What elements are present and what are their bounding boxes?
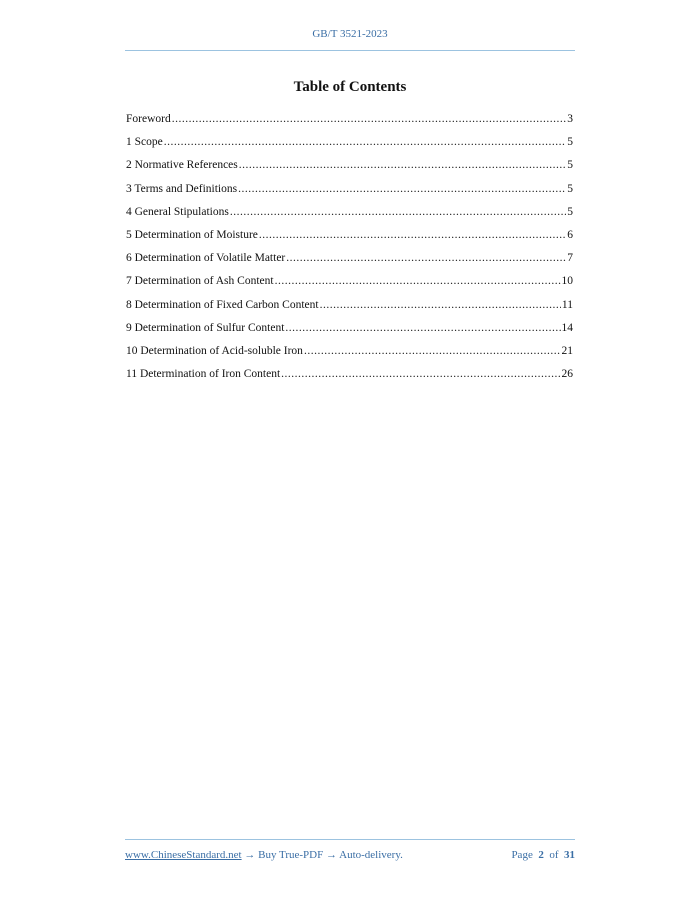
dot-leader — [285, 321, 560, 336]
dot-leader — [304, 344, 561, 359]
current-page: 2 — [538, 849, 544, 861]
toc-entry-label: 3 Terms and Definitions — [126, 182, 238, 195]
auto-delivery-text: Auto-delivery. — [339, 849, 403, 861]
dot-leader — [239, 158, 566, 173]
toc-entry-label: 6 Determination of Volatile Matter — [126, 252, 286, 265]
toc-entry-page: 5 — [567, 182, 573, 195]
dot-leader — [281, 367, 560, 382]
of-word: of — [549, 849, 559, 861]
toc-entry-label: 10 Determination of Acid-soluble Iron — [126, 344, 303, 357]
toc-entry-label: 7 Determination of Ash Content — [126, 275, 274, 288]
toc-entry-label: 1 Scope — [126, 136, 163, 149]
toc-entry-label: 9 Determination of Sulfur Content — [126, 321, 285, 334]
page-number — [511, 849, 575, 861]
toc-entry-label: 5 Determination of Moisture — [126, 228, 258, 241]
toc-entry-label: 4 General Stipulations — [126, 205, 229, 218]
toc-entry-general-stipulations[interactable] — [126, 205, 573, 228]
toc-entry-page: 6 — [567, 228, 573, 241]
footer-promo — [125, 849, 403, 861]
toc-entry-ash-content[interactable] — [126, 274, 573, 297]
toc-entry-sulfur-content[interactable] — [126, 321, 573, 344]
toc-entry-page: 26 — [561, 368, 573, 381]
site-link[interactable]: www.ChineseStandard.net — [125, 849, 242, 861]
dot-leader — [320, 298, 561, 313]
footer-divider — [125, 839, 575, 840]
toc-entry-page: 10 — [561, 275, 573, 288]
toc-entry-label: 2 Normative References — [126, 159, 238, 172]
toc-entry-iron-content[interactable] — [126, 367, 573, 390]
header-divider — [125, 50, 575, 51]
standard-code: GB/T 3521-2023 — [312, 28, 388, 40]
dot-leader — [259, 228, 566, 243]
table-of-contents — [126, 112, 573, 390]
toc-entry-page: 11 — [561, 298, 573, 311]
toc-entry-label: 8 Determination of Fixed Carbon Content — [126, 298, 319, 311]
toc-entry-page: 7 — [567, 252, 573, 265]
dot-leader — [238, 182, 566, 197]
toc-entry-foreword[interactable] — [126, 112, 573, 135]
toc-entry-volatile-matter[interactable] — [126, 251, 573, 274]
toc-entry-scope[interactable] — [126, 135, 573, 158]
toc-entry-normative-references[interactable] — [126, 158, 573, 181]
toc-entry-page: 5 — [567, 159, 573, 172]
toc-entry-acid-soluble-iron[interactable] — [126, 344, 573, 367]
toc-entry-label: 11 Determination of Iron Content — [126, 368, 281, 381]
toc-entry-label: Foreword — [126, 113, 171, 125]
toc-entry-page: 5 — [567, 205, 573, 218]
dot-leader — [172, 112, 567, 127]
toc-entry-page: 14 — [561, 321, 573, 334]
toc-entry-fixed-carbon-content[interactable] — [126, 298, 573, 321]
dot-leader — [275, 274, 561, 289]
toc-title: Table of Contents — [293, 79, 407, 95]
page-word: Page — [511, 849, 533, 861]
toc-entry-terms-and-definitions[interactable] — [126, 182, 573, 205]
toc-entry-page: 21 — [561, 344, 573, 357]
arrow-icon: → — [325, 849, 337, 861]
arrow-icon: → — [244, 849, 256, 861]
buy-true-pdf-text: Buy True-PDF — [258, 849, 324, 861]
toc-entry-moisture[interactable] — [126, 228, 573, 251]
dot-leader — [286, 251, 566, 266]
dot-leader — [230, 205, 566, 220]
toc-entry-page: 5 — [567, 136, 573, 149]
toc-entry-page: 3 — [567, 113, 573, 125]
page-header — [125, 28, 575, 40]
dot-leader — [164, 135, 567, 150]
total-pages: 31 — [564, 849, 575, 861]
